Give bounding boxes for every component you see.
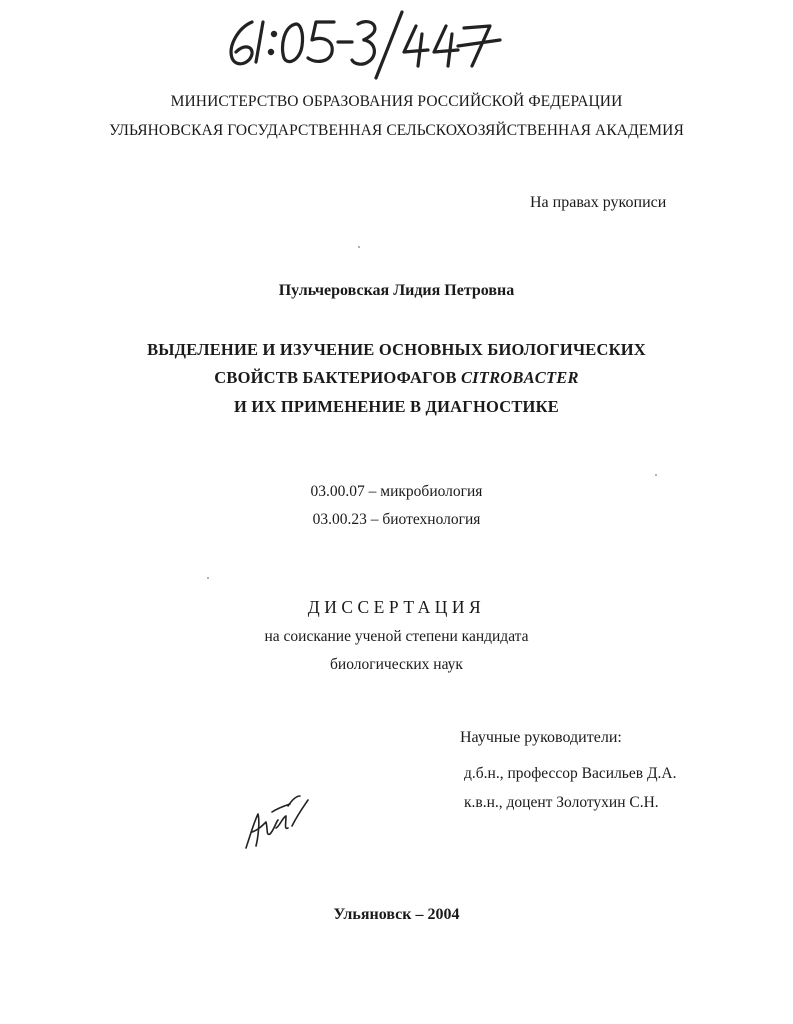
advisor-2: к.в.н., доцент Золотухин С.Н. (464, 794, 659, 811)
dissertation-heading: ДИССЕРТАЦИЯ (307, 597, 486, 617)
advisor-1: д.б.н., профессор Васильев Д.А. (464, 765, 677, 782)
title-line-3: И ИХ ПРИМЕНЕНИЕ В ДИАГНОСТИКЕ (234, 397, 559, 416)
title-line-1: ВЫДЕЛЕНИЕ И ИЗУЧЕНИЕ ОСНОВНЫХ БИОЛОГИЧЕСКИХ (147, 340, 646, 359)
specialty-2: 03.00.23 – биотехнология (312, 511, 481, 528)
dissertation-field-line: биологических наук (330, 656, 463, 673)
author-name: Пульчеровская Лидия Петровна (278, 282, 515, 299)
advisors-heading: Научные руководители: (460, 729, 622, 746)
title-line-2 (0, 368, 793, 388)
academy-line: УЛЬЯНОВСКАЯ ГОСУДАРСТВЕННАЯ СЕЛЬСКОХОЗЯЙСТВЕННАЯ АКАДЕМИЯ (109, 122, 684, 139)
ministry-line: МИНИСТЕРСТВО ОБРАЗОВАНИЯ РОССИЙСКОЙ ФЕДЕРАЦИИ (170, 93, 623, 110)
manuscript-note: На правах рукописи (530, 194, 667, 211)
scan-speck (655, 474, 657, 476)
dissertation-degree-line: на соискание ученой степени кандидата (264, 628, 529, 645)
title-line-2-text: СВОЙСТВ БАКТЕРИОФАГОВ (214, 368, 461, 387)
title-genus-italic: CITROBACTER (460, 368, 579, 387)
footer-city-year: Ульяновск – 2004 (333, 906, 460, 923)
scan-speck (207, 577, 209, 579)
specialty-1: 03.00.07 – микробиология (310, 483, 483, 500)
scan-speck (358, 246, 360, 248)
